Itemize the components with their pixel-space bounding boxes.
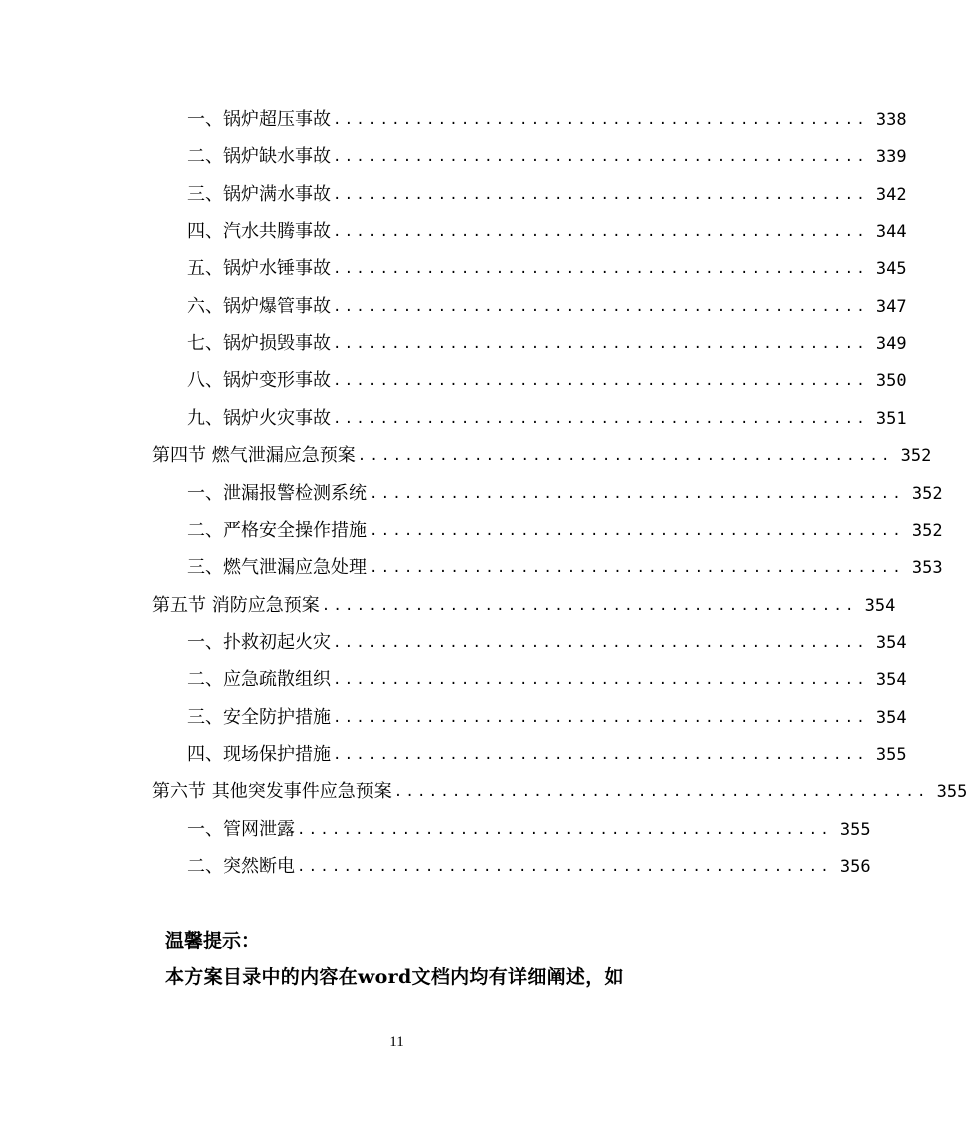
toc-entry-title: 第四节 燃气泄漏应急预案 [152, 445, 356, 467]
toc-entry[interactable] [0, 180, 980, 210]
toc-entry-page: 345 [875, 259, 907, 280]
toc-leader-dots: .............................................. [333, 634, 868, 651]
toc-entry-title: 七、锅炉损毁事故 [187, 333, 331, 355]
toc-entry[interactable] [0, 105, 980, 135]
toc-entry-page: 352 [911, 483, 943, 504]
toc-entry[interactable] [0, 815, 980, 845]
toc-entry-title: 五、锅炉水锤事故 [187, 258, 331, 280]
toc-entry-title: 三、燃气泄漏应急处理 [187, 557, 367, 579]
toc-leader-dots: .............................................. [297, 821, 832, 838]
toc-entry[interactable] [0, 366, 980, 396]
toc-leader-dots: .............................................. [333, 149, 868, 166]
toc-entry-title: 一、扑救初起火灾 [187, 631, 331, 653]
toc-leader-dots: .............................................. [297, 859, 832, 875]
toc-entry[interactable] [0, 142, 980, 172]
toc-entry-page: 356 [839, 857, 871, 877]
toc-entry-page: 344 [875, 222, 907, 243]
toc-entry-title: 二、锅炉缺水事故 [187, 146, 331, 168]
toc-entry-page: 349 [875, 334, 907, 355]
toc-entry-page: 355 [839, 819, 871, 840]
toc-entry-title: 三、锅炉满水事故 [187, 183, 331, 205]
toc-leader-dots: .............................................. [333, 261, 868, 278]
toc-entry-page: 339 [875, 147, 907, 168]
toc-leader-dots: .............................................. [333, 298, 868, 315]
toc-leader-dots: .............................................. [333, 112, 868, 128]
toc-entry[interactable] [0, 852, 980, 882]
toc-entry[interactable] [0, 628, 980, 658]
toc-entry[interactable] [0, 292, 980, 322]
toc-entry-page: 352 [900, 446, 932, 467]
toc-entry-page: 351 [875, 408, 907, 429]
toc-leader-dots: .............................................. [333, 336, 868, 353]
toc-leader-dots: .............................................. [369, 485, 904, 502]
page-number: 11 [389, 1034, 404, 1050]
toc-entry-title: 八、锅炉变形事故 [187, 370, 331, 392]
toc-entry-title: 第六节 其他突发事件应急预案 [152, 781, 392, 803]
toc-entry[interactable] [0, 479, 980, 509]
toc-leader-dots: .............................................. [333, 746, 868, 763]
toc-entry-title: 一、泄漏报警检测系统 [187, 482, 367, 504]
toc-entry-title: 三、安全防护措施 [187, 706, 331, 728]
toc-leader-dots: .............................................. [333, 410, 868, 427]
toc-entry-title: 二、突然断电 [187, 856, 295, 877]
toc-entry-title: 九、锅炉火灾事故 [187, 407, 331, 429]
toc-leader-dots: .............................................. [333, 373, 868, 390]
toc-entry[interactable] [0, 217, 980, 247]
toc-entry-title: 六、锅炉爆管事故 [187, 295, 331, 317]
toc-entry[interactable] [0, 665, 980, 695]
toc-entry-page: 354 [875, 670, 907, 691]
toc-entry-title: 一、锅炉超压事故 [187, 109, 331, 130]
toc-leader-dots: .............................................. [333, 709, 868, 726]
toc-entry[interactable] [0, 516, 980, 546]
toc-entry[interactable] [0, 553, 980, 583]
toc-entry-title: 二、应急疏散组织 [187, 669, 331, 691]
toc-leader-dots: .............................................. [333, 672, 868, 689]
toc-entry[interactable] [0, 404, 980, 434]
toc-entry[interactable] [0, 254, 980, 284]
toc-entry-title: 四、汽水共腾事故 [187, 221, 331, 243]
toc-entry[interactable] [0, 740, 980, 770]
toc-entry-page: 338 [875, 110, 907, 130]
toc-entry[interactable] [0, 591, 945, 621]
toc-entry[interactable] [0, 703, 980, 733]
notice-title: 温馨提示： [165, 930, 261, 952]
toc-entry-page: 355 [875, 744, 907, 765]
toc-entry-title: 一、管网泄露 [187, 818, 295, 840]
toc-entry-title: 第五节 消防应急预案 [152, 594, 320, 616]
toc-leader-dots: .............................................. [369, 560, 904, 577]
toc-leader-dots: .............................................. [369, 522, 904, 539]
toc-entry-page: 352 [911, 520, 943, 541]
toc-leader-dots: .............................................. [333, 224, 868, 241]
notice-text: 本方案目录中的内容在word文档内均有详细阐述，如 [165, 966, 624, 988]
toc-leader-dots: .............................................. [393, 784, 929, 801]
toc-leader-dots: .............................................. [357, 448, 893, 465]
toc-entry-page: 353 [911, 558, 943, 579]
toc-entry-title: 四、现场保护措施 [187, 743, 331, 765]
toc-entry[interactable] [0, 777, 968, 807]
toc-leader-dots: .............................................. [333, 186, 868, 203]
toc-entry-page: 347 [875, 296, 907, 317]
toc-entry[interactable] [0, 441, 945, 471]
toc-entry-page: 355 [936, 782, 968, 803]
toc-entry-page: 354 [875, 707, 907, 728]
toc-entry[interactable] [0, 329, 980, 359]
toc-entry-page: 350 [875, 371, 907, 392]
toc-entry-page: 342 [875, 184, 907, 205]
toc-entry-page: 354 [875, 632, 907, 653]
toc-leader-dots: .............................................. [321, 597, 857, 614]
toc-entry-page: 354 [864, 595, 896, 616]
toc-entry-title: 二、严格安全操作措施 [187, 519, 367, 541]
